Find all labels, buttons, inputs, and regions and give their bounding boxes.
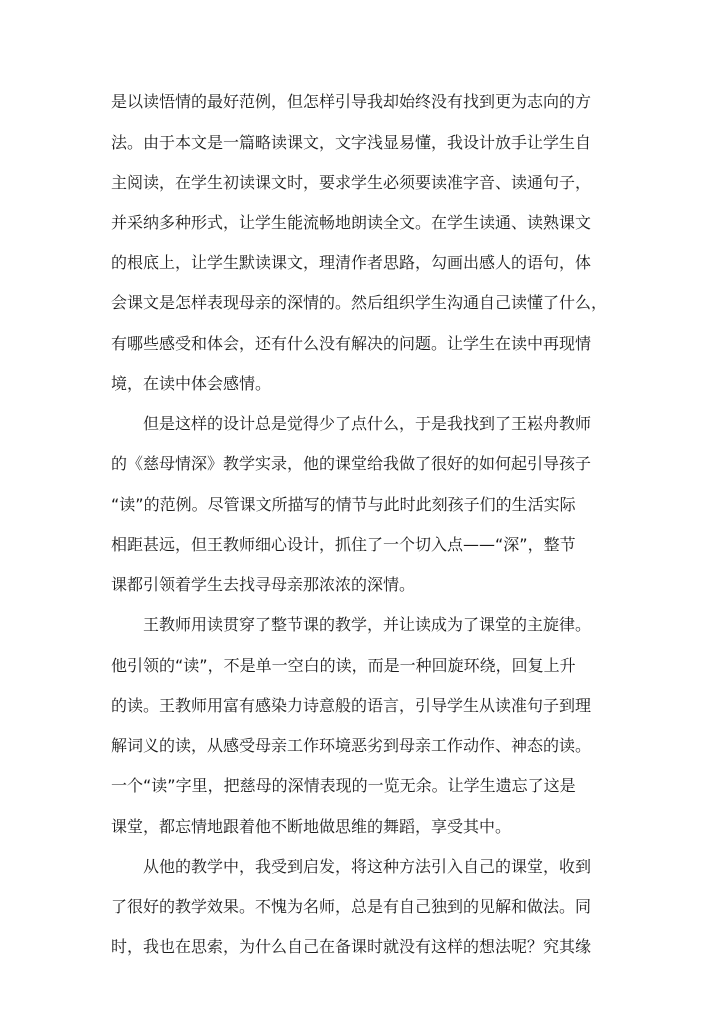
text-line: 法。由于本文是一篇略读课文，文字浅显易懂，我设计放手让学生自 — [111, 133, 592, 152]
text-line: 解词义的读，从感受母亲工作环境恶劣到母亲工作动作、神态的读。 — [111, 736, 592, 755]
text-line: 课都引领着学生去找寻母亲那浓浓的深情。 — [111, 575, 416, 594]
text-line: 的根底上，让学生默读课文，理清作者思路，勾画出感人的语句，体 — [111, 253, 592, 272]
text-line: 王教师用读贯穿了整节课的教学，并让读成为了课堂的主旋律。 — [143, 615, 592, 634]
text-line: 一个“读”字里，把慈母的深情表现的一览无余。让学生遗忘了这是 — [111, 776, 576, 795]
text-line: 相距甚远，但王教师细心设计，抓住了一个切入点——“深”，整节 — [111, 535, 576, 554]
text-line: “读”的范例。尽管课文所描写的情节与此时此刻孩子们的生活实际 — [111, 495, 576, 514]
text-line: 课堂，都忘情地跟着他不断地做思维的舞蹈，享受其中。 — [111, 817, 512, 836]
text-line: 时，我也在思索，为什么自己在备课时就没有这样的想法呢？究其缘 — [111, 937, 592, 956]
text-line: 有哪些感受和体会，还有什么没有解决的问题。让学生在读中再现情 — [111, 334, 592, 353]
text-line: 会课文是怎样表现母亲的深情的。然后组织学生沟通自己读懂了什么， — [111, 293, 608, 312]
text-line: 的读。王教师用富有感染力诗意般的语言，引导学生从读准句子到理 — [111, 696, 592, 715]
text-line: 是以读悟情的最好范例，但怎样引导我却始终没有找到更为志向的方 — [111, 92, 592, 111]
text-line: 的《慈母情深》教学实录，他的课堂给我做了很好的如何起引导孩子 — [111, 454, 592, 473]
text-line: 他引领的“读”，不是单一空白的读，而是一种回旋环绕，回复上升 — [111, 656, 576, 675]
text-line: 从他的教学中，我受到启发，将这种方法引入自己的课堂，收到 — [143, 857, 592, 876]
text-line: 并采纳多种形式，让学生能流畅地朗读全文。在学生读通、读熟课文 — [111, 213, 592, 232]
text-line: 但是这样的设计总是觉得少了点什么，于是我找到了王崧舟教师 — [143, 414, 592, 433]
text-line: 境，在读中体会感情。 — [111, 374, 272, 393]
text-line: 主阅读，在学生初读课文时，要求学生必须要读准字音、读通句子， — [111, 173, 592, 192]
text-line: 了很好的教学效果。不愧为名师，总是有自己独到的见解和做法。同 — [111, 897, 592, 916]
